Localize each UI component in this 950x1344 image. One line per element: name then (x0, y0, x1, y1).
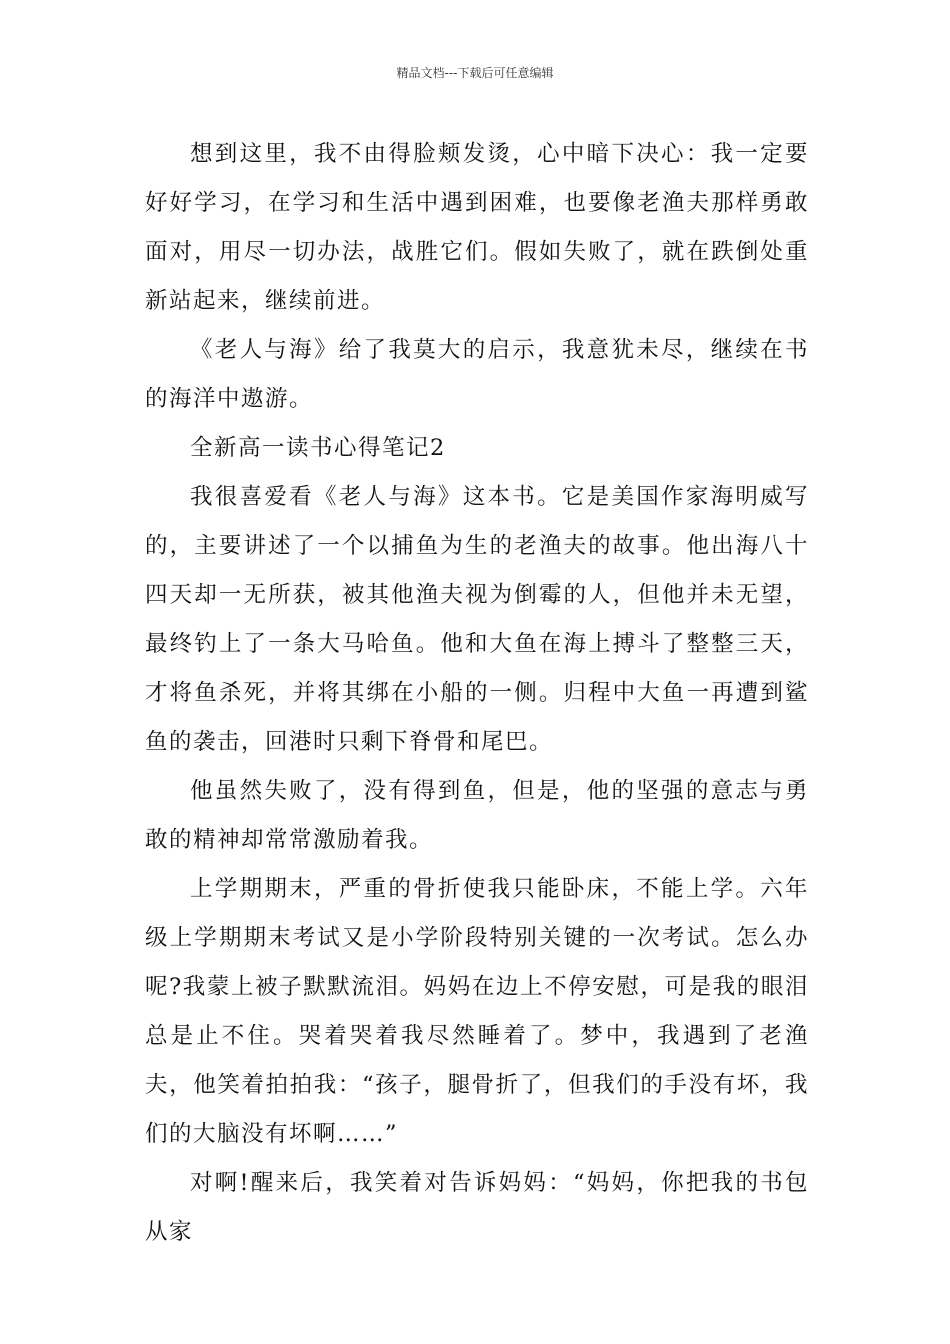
document-body (145, 130, 809, 1257)
paragraph-2: 《老人与海》给了我莫大的启示，我意犹未尽，继续在书的海洋中遨游。 (145, 337, 809, 412)
section-heading: 全新高一读书心得笔记2 (190, 435, 446, 461)
page-header: 精品文档---下载后可任意编辑 (396, 66, 554, 80)
paragraph-6: 对啊!醒来后，我笑着对告诉妈妈：“妈妈，你把我的书包从家 (145, 1170, 809, 1245)
paragraph-4: 他虽然失败了，没有得到鱼，但是，他的坚强的意志与勇敢的精神却常常激励着我。 (145, 778, 809, 853)
paragraph-3: 我很喜爱看《老人与海》这本书。它是美国作家海明威写的，主要讲述了一个以捕鱼为生的老渔夫的故事。他出海八十四天却一无所获，被其他渔夫视为倒霉的人，但他并未无望，最终钓上了一条大马哈鱼。他和大鱼在海上搏斗了整整三天，才将鱼杀死，并将其绑在小船的一侧。归程中大鱼一再遭到鲨鱼的袭击，回港时只剩下脊骨和尾巴。 (145, 484, 809, 755)
paragraph-1: 想到这里，我不由得脸颊发烫，心中暗下决心：我一定要好好学习，在学习和生活中遇到困难，也要像老渔夫那样勇敢面对，用尽一切办法，战胜它们。假如失败了，就在跌倒处重新站起来，继续前进。 (145, 141, 809, 314)
paragraph-5: 上学期期末，严重的骨折使我只能卧床，不能上学。六年级上学期期末考试又是小学阶段特别关键的一次考试。怎么办呢?我蒙上被子默默流泪。妈妈在边上不停安慰，可是我的眼泪总是止不住。哭着哭着我尽然睡着了。梦中，我遇到了老渔夫，他笑着拍拍我：“孩子，腿骨折了，但我们的手没有坏，我们的大脑没有坏啊……” (145, 876, 809, 1147)
